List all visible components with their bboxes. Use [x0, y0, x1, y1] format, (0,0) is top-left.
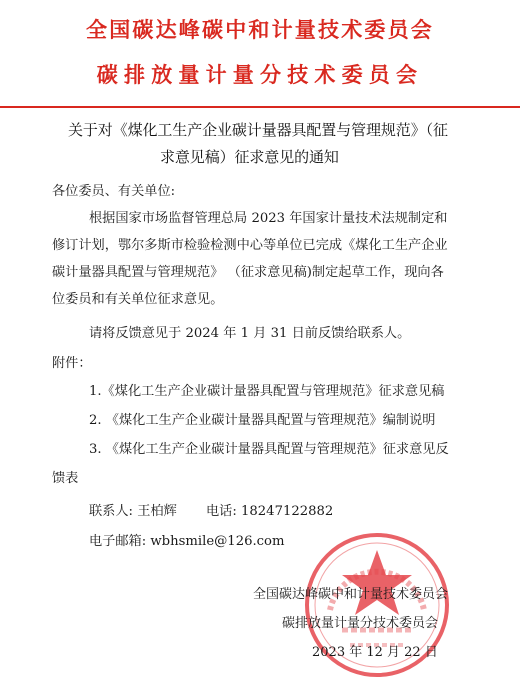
- signature-org1: 全国碳达峰碳中和计量技术委员会: [253, 587, 449, 602]
- contact-phone: 电话: 18247122882: [206, 504, 334, 519]
- body-line-2: 修订计划，鄂尔多斯市检验检测中心等单位已完成《煤化工生产企业: [52, 238, 448, 253]
- contact-email: 电子邮箱: wbhsmile@126.com: [89, 534, 285, 549]
- attachment-1: 1.《煤化工生产企业碳计量器具配置与管理规范》征求意见稿: [89, 384, 445, 399]
- org-header-line1: 全国碳达峰碳中和计量技术委员会: [86, 18, 434, 42]
- attachments-label: 附件：: [52, 356, 92, 371]
- body-line-3: 碳计量器具配置与管理规范》 （征求意见稿)制定起草工作，现向各: [52, 265, 444, 280]
- signature-org2: 碳排放量计量分技术委员会: [282, 616, 439, 631]
- notice-title-line2: 求意见稿）征求意见的通知: [160, 148, 339, 166]
- notice-title-line1: 关于对《煤化工生产企业碳计量器具配置与管理规范》（征: [68, 121, 448, 139]
- signature-date: 2023 年 12 月 22 日: [312, 645, 438, 660]
- body-line-1: 根据国家市场监督管理总局 2023 年国家计量技术法规制定和: [89, 211, 448, 226]
- org-header-line2: 碳排放量计量分技术委员会: [96, 63, 424, 87]
- deadline-text: 请将反馈意见于 2024 年 1 月 31 日前反馈给联系人。: [89, 326, 411, 341]
- contact-person: 联系人: 王柏辉: [89, 504, 177, 519]
- attachment-3-cont: 馈表: [52, 471, 79, 486]
- body-line-4: 位委员和有关单位征求意见。: [52, 292, 224, 307]
- attachment-2: 2. 《煤化工生产企业碳计量器具配置与管理规范》编制说明: [89, 413, 436, 428]
- salutation: 各位委员、有关单位:: [52, 184, 176, 199]
- attachment-3: 3. 《煤化工生产企业碳计量器具配置与管理规范》征求意见反: [89, 442, 449, 457]
- header-divider: [0, 106, 520, 108]
